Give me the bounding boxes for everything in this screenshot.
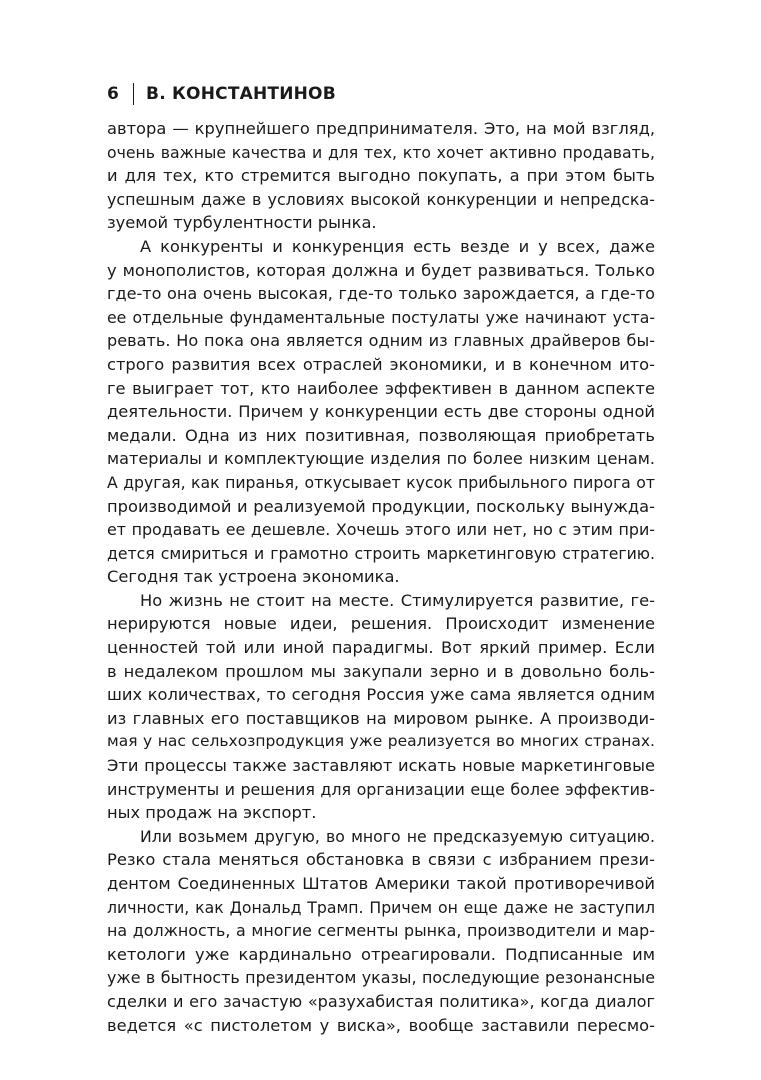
- text-line: мая у нас сельхозпродукция уже реализуется во многих странах.: [107, 732, 655, 751]
- author-name: В. КОНСТАНТИНОВ: [146, 84, 336, 104]
- text-line: инструменты и решения для организации еще более эффектив-: [107, 779, 655, 799]
- text-line: автора — крупнейшего предпринимателя. Это, на мой взгляд,: [107, 119, 655, 138]
- text-line: деятельности. Причем у конкуренции есть две стороны одной: [107, 402, 655, 422]
- text-line: на должность, а многие сегменты рынка, производители и мар-: [107, 921, 655, 941]
- text-line: нерируются новые идеи, решения. Происходит изменение: [107, 614, 655, 634]
- text-line: ных продаж на экспорт.: [107, 803, 317, 823]
- text-line: дется смириться и грамотно строить маркетинговую стратегию.: [107, 543, 655, 563]
- text-line: сделки и его зачастую «разухабистая политика», когда диалог: [107, 991, 655, 1011]
- text-line: строго развития всех отраслей экономики, и в конечном ито-: [107, 354, 655, 374]
- text-line: медали. Одна из них позитивная, позволяющая приобретать: [107, 425, 655, 445]
- header-divider: [133, 83, 134, 105]
- text-line: Сегодня так устроена экономика.: [107, 567, 400, 587]
- text-line: ее отдельные фундаментальные постулаты уже начинают уста-: [107, 307, 655, 327]
- text-line: производимой и реализуемой продукции, поскольку вынужда-: [107, 496, 655, 516]
- page-number: 6: [107, 84, 120, 104]
- text-line: материалы и комплектующие изделия по более низким ценам.: [107, 449, 655, 469]
- body-text: [107, 117, 655, 1037]
- text-line: из главных его поставщиков на мировом рынке. А производи-: [107, 708, 655, 728]
- text-line: очень важные качества и для тех, кто хочет активно продавать,: [107, 142, 655, 162]
- text-line: ценностей той или иной парадигмы. Вот яркий пример. Если: [107, 638, 655, 658]
- text-line: ге выиграет тот, кто наиболее эффективен в данном аспекте: [107, 378, 655, 398]
- text-line: Или возьмем другую, во много не предсказуемую ситуацию.: [140, 826, 655, 846]
- text-line: и для тех, кто стремится выгодно покупать, а при этом быть: [107, 166, 655, 186]
- text-line: А конкуренты и конкуренция есть везде и у всех, даже: [140, 236, 655, 256]
- text-line: Резко стала меняться обстановка в связи с избранием прези-: [107, 850, 655, 870]
- text-line: ет продавать ее дешевле. Хочешь этого или нет, но с этим при-: [107, 520, 655, 540]
- text-line: где-то она очень высокая, где-то только зарождается, а где-то: [107, 284, 655, 304]
- text-line: ведется «с пистолетом у виска», вообще заставили пересмо-: [107, 1015, 655, 1035]
- text-line: успешным даже в условиях высокой конкуренции и непредска-: [107, 189, 655, 209]
- text-line: личности, как Дональд Трамп. Причем он еще даже не заступил: [107, 897, 655, 917]
- text-line: дентом Соединенных Штатов Америки такой противоречивой: [107, 874, 655, 893]
- text-line: зуемой турбулентности рынка.: [107, 213, 377, 233]
- text-line: кетологи уже кардинально отреагировали. Подписанные им: [107, 944, 655, 964]
- text-line: А другая, как пиранья, откусывает кусок прибыльного пирога от: [107, 472, 655, 492]
- text-line: Но жизнь не стоит на месте. Стимулируется развитие, ге-: [140, 590, 655, 610]
- text-line: у монополистов, которая должна и будет развиваться. Только: [107, 260, 655, 280]
- text-line: уже в бытность президентом указы, последующие резонансные: [107, 968, 655, 988]
- running-head: [107, 82, 336, 106]
- text-line: в недалеком прошлом мы закупали зерно и в довольно боль-: [107, 661, 655, 681]
- text-line: ших количествах, то сегодня Россия уже сама является одним: [107, 685, 655, 705]
- text-line: ревать. Но пока она является одним из главных драйверов бы-: [107, 331, 655, 351]
- text-line: Эти процессы также заставляют искать новые маркетинговые: [107, 756, 655, 776]
